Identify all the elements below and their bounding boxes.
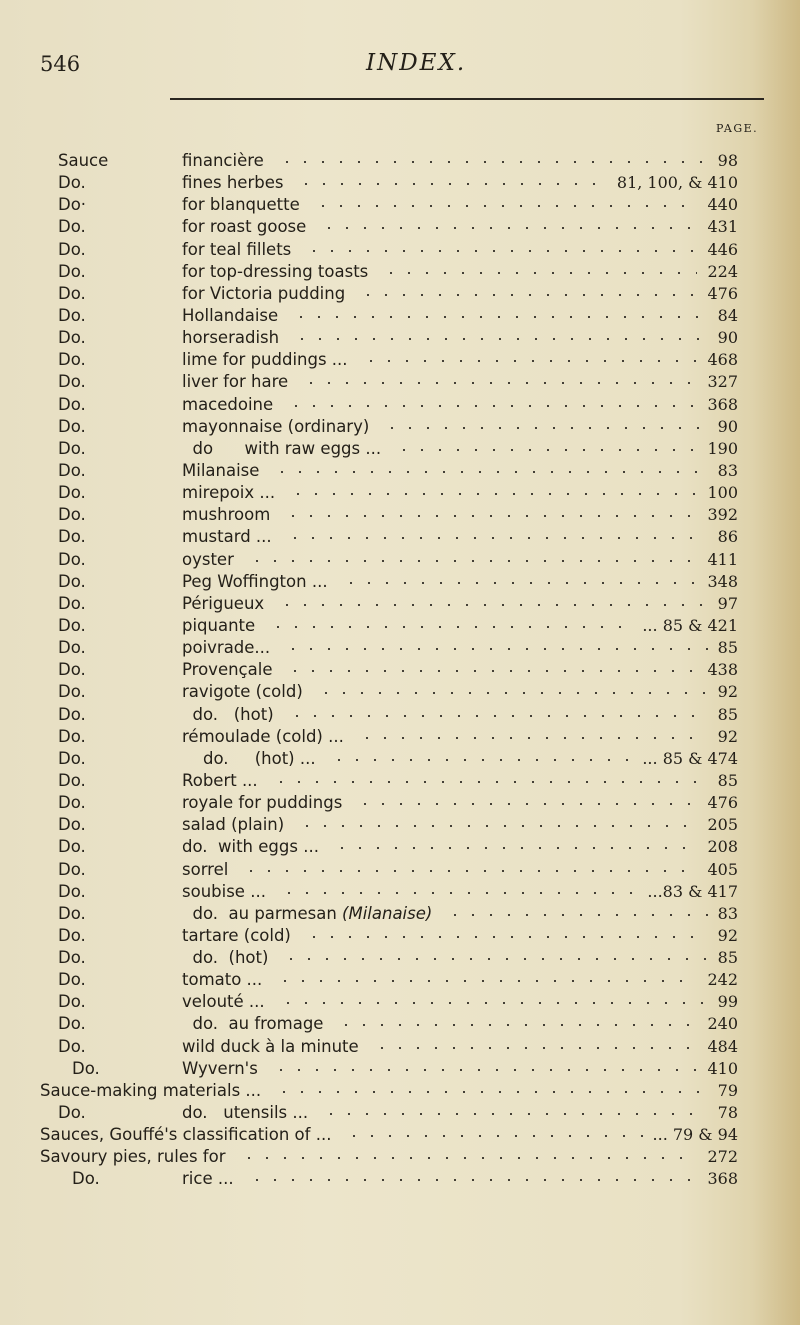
entry-term-text: do. au fromage	[182, 1014, 324, 1034]
leader-dots	[275, 1091, 708, 1093]
entry-pages: 85	[717, 948, 738, 968]
entry-term-text: velouté ...	[182, 992, 265, 1012]
leader-dots	[273, 471, 708, 473]
entry-prefix: Do.	[58, 815, 86, 835]
leader-dots	[305, 936, 708, 938]
entry-term-italic: (Milanaise)	[342, 903, 433, 923]
index-entry	[0, 726, 800, 748]
entry-term	[182, 770, 258, 792]
index-entry	[0, 283, 800, 305]
entry-pages: 208	[707, 837, 738, 857]
entry-prefix: Do.	[58, 571, 86, 591]
entry-term-text: mushroom	[182, 505, 271, 525]
entry-term	[182, 504, 270, 526]
entry-term	[182, 261, 368, 283]
entry-term	[182, 1168, 234, 1190]
index-entry	[0, 394, 800, 416]
index-entry	[0, 1146, 800, 1168]
index-entry	[0, 1124, 800, 1146]
entry-term	[182, 349, 348, 371]
leader-dots	[276, 980, 697, 982]
entry-prefix: Do.	[58, 283, 86, 303]
entry-prefix: Do.	[58, 217, 86, 237]
entry-pages: 90	[717, 328, 738, 348]
index-entry	[0, 792, 800, 814]
leader-dots	[322, 1113, 708, 1115]
index-entry	[0, 903, 800, 925]
entry-prefix: Do.	[58, 460, 86, 480]
entry-term	[182, 283, 345, 305]
entry-prefix: Do.	[58, 793, 86, 813]
entry-term	[182, 1013, 323, 1035]
entry-term	[182, 1036, 359, 1058]
entry-prefix: Do.	[58, 660, 86, 680]
entry-pages: 92	[717, 682, 738, 702]
leader-dots	[284, 648, 708, 650]
entry-term-text: tomato ...	[182, 970, 263, 990]
entry-pages: 85	[717, 638, 738, 658]
leader-dots	[314, 205, 697, 207]
entry-term-text: for teal fillets	[182, 239, 292, 259]
entry-term	[182, 681, 303, 703]
entry-term	[182, 216, 306, 238]
index-entry	[0, 615, 800, 637]
entry-term	[182, 991, 265, 1013]
entry-term-text: do. (hot)	[182, 704, 274, 724]
entry-term	[182, 947, 268, 969]
index-entry	[0, 549, 800, 571]
entry-term	[182, 726, 344, 748]
entry-prefix: Do.	[58, 593, 86, 613]
entry-prefix: Do.	[58, 549, 86, 569]
entry-term-text: fines herbes	[182, 173, 284, 193]
leader-dots	[356, 803, 697, 805]
entry-term-text: Provençale	[182, 660, 273, 680]
entry-term-text: do with raw eggs ...	[182, 438, 382, 458]
entry-pages: 411	[707, 549, 738, 569]
index-entry	[0, 526, 800, 548]
entry-term-text: piquante	[182, 615, 256, 635]
index-entries	[0, 150, 800, 1191]
leader-dots	[337, 1024, 697, 1026]
entry-term-text: soubise ...	[182, 881, 266, 901]
entry-term-text: Robert ...	[182, 770, 258, 790]
entry-term-text: royale for puddings	[182, 793, 343, 813]
entry-pages: 92	[717, 726, 738, 746]
leader-dots	[272, 1069, 697, 1071]
entry-prefix: Sauce	[58, 151, 109, 170]
entry-heading: Savoury pies, rules for	[40, 1147, 226, 1167]
entry-term	[182, 859, 228, 881]
entry-pages: 410	[707, 1058, 738, 1078]
entry-pages: 83	[717, 903, 738, 923]
entry-pages: ...83 & 417	[647, 881, 738, 901]
entry-term	[182, 637, 270, 659]
index-entry	[0, 239, 800, 261]
leader-dots	[286, 537, 708, 539]
index-entry	[0, 1058, 800, 1080]
page-number: 546	[40, 52, 81, 76]
entry-pages: 190	[707, 438, 738, 458]
index-entry	[0, 460, 800, 482]
page-column-label: PAGE.	[716, 122, 759, 135]
entry-term	[182, 416, 369, 438]
entry-pages: 440	[707, 195, 738, 215]
entry-term-text: Hollandaise	[182, 305, 279, 325]
entry-pages: 446	[707, 239, 738, 259]
entry-term-text: Wyvern's	[182, 1058, 258, 1078]
entry-prefix: Do.	[58, 416, 86, 436]
leader-dots	[248, 1179, 697, 1181]
entry-term-text: ravigote (cold)	[182, 682, 303, 702]
entry-term-text: mustard ...	[182, 527, 272, 547]
entry-pages: 272	[707, 1147, 738, 1167]
entry-prefix: Do.	[58, 328, 86, 348]
entry-prefix: Do.	[58, 372, 86, 392]
index-entry	[0, 947, 800, 969]
entry-prefix: Do.	[58, 438, 86, 458]
entry-pages: 85	[717, 770, 738, 790]
entry-prefix: Do.	[58, 770, 86, 790]
entry-term-text: do. with eggs ...	[182, 837, 319, 857]
leader-dots	[242, 870, 697, 872]
index-entry	[0, 482, 800, 504]
entry-term	[182, 704, 274, 726]
entry-term-text: for roast goose	[182, 217, 307, 237]
index-entry	[0, 859, 800, 881]
entry-prefix: Do.	[58, 704, 86, 724]
entry-prefix: Do.	[58, 748, 86, 768]
entry-term-text: mayonnaise (ordinary)	[182, 416, 370, 436]
index-entry	[0, 261, 800, 283]
leader-dots	[280, 892, 637, 894]
entry-term	[182, 482, 275, 504]
index-entry	[0, 172, 800, 194]
entry-term	[182, 814, 284, 836]
entry-term-text: Milanaise	[182, 460, 260, 480]
entry-term-text: Périgueux	[182, 593, 265, 613]
entry-term	[182, 305, 278, 327]
entry-prefix: Do.	[58, 505, 86, 525]
leader-dots	[446, 914, 708, 916]
entry-term-text: poivrade...	[182, 638, 271, 658]
index-entry	[0, 881, 800, 903]
entry-term	[182, 150, 264, 172]
entry-term	[182, 438, 381, 460]
entry-term-text: sorrel	[182, 859, 229, 879]
entry-pages: 100	[707, 483, 738, 503]
index-entry	[0, 216, 800, 238]
entry-pages: 85	[717, 704, 738, 724]
leader-dots	[248, 560, 697, 562]
entry-pages: ... 85 & 474	[642, 748, 738, 768]
index-entry	[0, 327, 800, 349]
leader-dots	[395, 449, 697, 451]
leader-dots	[317, 692, 708, 694]
leader-dots	[286, 670, 697, 672]
entry-term-text: tartare (cold)	[182, 925, 291, 945]
entry-prefix: Do.	[58, 350, 86, 370]
index-entry	[0, 704, 800, 726]
leader-dots	[297, 183, 607, 185]
leader-dots	[279, 1002, 708, 1004]
leader-dots	[269, 626, 632, 628]
entry-term	[182, 460, 259, 482]
entry-term-text: lime for puddings ...	[182, 350, 348, 370]
entry-term	[182, 526, 272, 548]
entry-pages: 98	[717, 151, 738, 170]
entry-term	[182, 748, 316, 770]
entry-term-text: Peg Woffington ...	[182, 571, 328, 591]
entry-prefix: Do.	[72, 1169, 100, 1189]
index-entry	[0, 504, 800, 526]
index-entry	[0, 1168, 800, 1190]
entry-prefix: Do.	[58, 615, 86, 635]
entry-prefix: Do.	[58, 173, 86, 193]
leader-dots	[359, 294, 697, 296]
leader-dots	[382, 272, 697, 274]
entry-prefix: Do.	[72, 1058, 100, 1078]
leader-dots	[278, 161, 708, 163]
entry-pages: 84	[717, 305, 738, 325]
entry-prefix: Do·	[58, 195, 87, 215]
entry-prefix: Do.	[58, 859, 86, 879]
entry-term-text: mirepoix ...	[182, 483, 276, 503]
entry-prefix: Do.	[58, 925, 86, 945]
entry-term	[182, 194, 300, 216]
index-entry	[0, 659, 800, 681]
entry-pages: 79	[717, 1080, 738, 1100]
entry-pages: 205	[707, 815, 738, 835]
leader-dots	[293, 338, 708, 340]
leader-dots	[298, 825, 697, 827]
entry-prefix: Do.	[58, 638, 86, 658]
entry-pages: 327	[707, 372, 738, 392]
entry-term	[182, 172, 283, 194]
entry-term	[182, 1058, 258, 1080]
entry-pages: 438	[707, 660, 738, 680]
entry-prefix: Do.	[58, 1103, 86, 1123]
entry-term	[182, 549, 234, 571]
entry-pages: 240	[707, 1014, 738, 1034]
entry-pages: 368	[707, 1169, 738, 1189]
index-entry	[0, 1036, 800, 1058]
entry-prefix: Do.	[58, 483, 86, 503]
index-entry	[0, 1013, 800, 1035]
entry-term-text: do. (hot) ...	[182, 748, 316, 768]
index-entry	[0, 349, 800, 371]
entry-pages: 431	[707, 217, 738, 237]
entry-prefix: Do.	[58, 305, 86, 325]
entry-pages: 476	[707, 283, 738, 303]
index-entry	[0, 770, 800, 792]
entry-prefix: Do.	[58, 837, 86, 857]
leader-dots	[288, 715, 708, 717]
entry-term-text: for Victoria pudding	[182, 283, 346, 303]
entry-prefix: Do.	[58, 527, 86, 547]
leader-dots	[284, 515, 697, 517]
entry-term	[182, 327, 279, 349]
index-entry	[0, 371, 800, 393]
entry-prefix: Do.	[58, 881, 86, 901]
entry-pages: 242	[707, 970, 738, 990]
leader-dots	[272, 781, 708, 783]
entry-term-text: financière	[182, 151, 264, 170]
leader-dots	[333, 847, 697, 849]
index-entry	[0, 593, 800, 615]
entry-pages: 476	[707, 793, 738, 813]
entry-pages: 392	[707, 505, 738, 525]
leader-dots	[292, 316, 708, 318]
entry-term-text: oyster	[182, 549, 234, 569]
leader-dots	[287, 405, 697, 407]
entry-term-text: rice ...	[182, 1169, 234, 1189]
entry-term-text: salad (plain)	[182, 815, 285, 835]
header-rule	[170, 98, 764, 100]
entry-prefix: Do.	[58, 726, 86, 746]
leader-dots	[383, 427, 708, 429]
entry-pages: 83	[717, 460, 738, 480]
entry-pages: 224	[707, 261, 738, 281]
entry-term	[182, 615, 255, 637]
entry-pages: ... 85 & 421	[642, 615, 738, 635]
leader-dots	[240, 1157, 697, 1159]
entry-pages: 86	[717, 527, 738, 547]
entry-pages: 484	[707, 1036, 738, 1056]
leader-dots	[373, 1047, 697, 1049]
index-entry	[0, 1102, 800, 1124]
leader-dots	[358, 737, 708, 739]
index-entry	[0, 681, 800, 703]
entry-term	[182, 881, 266, 903]
entry-pages: 368	[707, 394, 738, 414]
leader-dots	[345, 1135, 643, 1137]
entry-term-text: rémoulade (cold) ...	[182, 726, 344, 746]
leader-dots	[330, 759, 632, 761]
entry-term	[182, 394, 273, 416]
entry-term	[182, 239, 291, 261]
entry-pages: 99	[717, 992, 738, 1012]
entry-term	[182, 593, 264, 615]
entry-term	[182, 371, 288, 393]
running-head: INDEX.	[366, 50, 467, 76]
entry-prefix: Do.	[58, 1014, 86, 1034]
entry-pages: 348	[707, 571, 738, 591]
entry-heading: Sauces, Gouffé's classification of ...	[40, 1125, 332, 1145]
entry-term-text: for blanquette	[182, 195, 300, 215]
index-entry	[0, 814, 800, 836]
entry-term	[182, 571, 328, 593]
index-entry	[0, 836, 800, 858]
entry-term-text: do. utensils ...	[182, 1103, 309, 1123]
leader-dots	[278, 604, 708, 606]
entry-term	[182, 836, 319, 858]
entry-prefix: Do.	[58, 970, 86, 990]
index-entry	[0, 194, 800, 216]
entry-term	[182, 1102, 308, 1124]
leader-dots	[289, 493, 697, 495]
entry-prefix: Do.	[58, 948, 86, 968]
leader-dots	[342, 582, 697, 584]
entry-term-text: macedoine	[182, 394, 274, 414]
entry-prefix: Do.	[58, 239, 86, 259]
index-entry	[0, 969, 800, 991]
entry-term	[182, 659, 272, 681]
entry-pages: ... 79 & 94	[652, 1125, 738, 1145]
entry-term-text: liver for hare	[182, 372, 289, 392]
index-entry	[0, 416, 800, 438]
leader-dots	[305, 250, 697, 252]
entry-term-text: do. (hot)	[182, 948, 269, 968]
entry-term	[182, 925, 291, 947]
entry-term-text: do. au parmesan	[182, 903, 343, 923]
leader-dots	[362, 360, 697, 362]
entry-prefix: Do.	[58, 394, 86, 414]
index-entry	[0, 438, 800, 460]
entry-term-text: for top-dressing toasts	[182, 261, 369, 281]
entry-term	[182, 903, 432, 925]
index-entry	[0, 1080, 800, 1102]
entry-pages: 81, 100, & 410	[616, 173, 738, 193]
entry-prefix: Do.	[58, 1036, 86, 1056]
entry-term	[182, 792, 342, 814]
index-entry	[0, 991, 800, 1013]
entry-prefix: Do.	[58, 682, 86, 702]
index-entry	[0, 305, 800, 327]
entry-pages: 92	[717, 925, 738, 945]
entry-prefix: Do.	[58, 261, 86, 281]
entry-pages: 78	[717, 1103, 738, 1123]
entry-prefix: Do.	[58, 903, 86, 923]
leader-dots	[320, 227, 697, 229]
index-entry	[0, 637, 800, 659]
entry-prefix: Do.	[58, 992, 86, 1012]
entry-heading: Sauce-making materials ...	[40, 1080, 262, 1100]
index-entry	[0, 150, 800, 172]
leader-dots	[302, 382, 697, 384]
entry-pages: 97	[717, 593, 738, 613]
entry-term-text: horseradish	[182, 328, 280, 348]
entry-term-text: wild duck à la minute	[182, 1036, 359, 1056]
entry-pages: 468	[707, 350, 738, 370]
index-entry	[0, 748, 800, 770]
leader-dots	[282, 958, 708, 960]
entry-pages: 405	[707, 859, 738, 879]
entry-pages: 90	[717, 416, 738, 436]
index-entry	[0, 571, 800, 593]
entry-term	[182, 969, 262, 991]
index-entry	[0, 925, 800, 947]
